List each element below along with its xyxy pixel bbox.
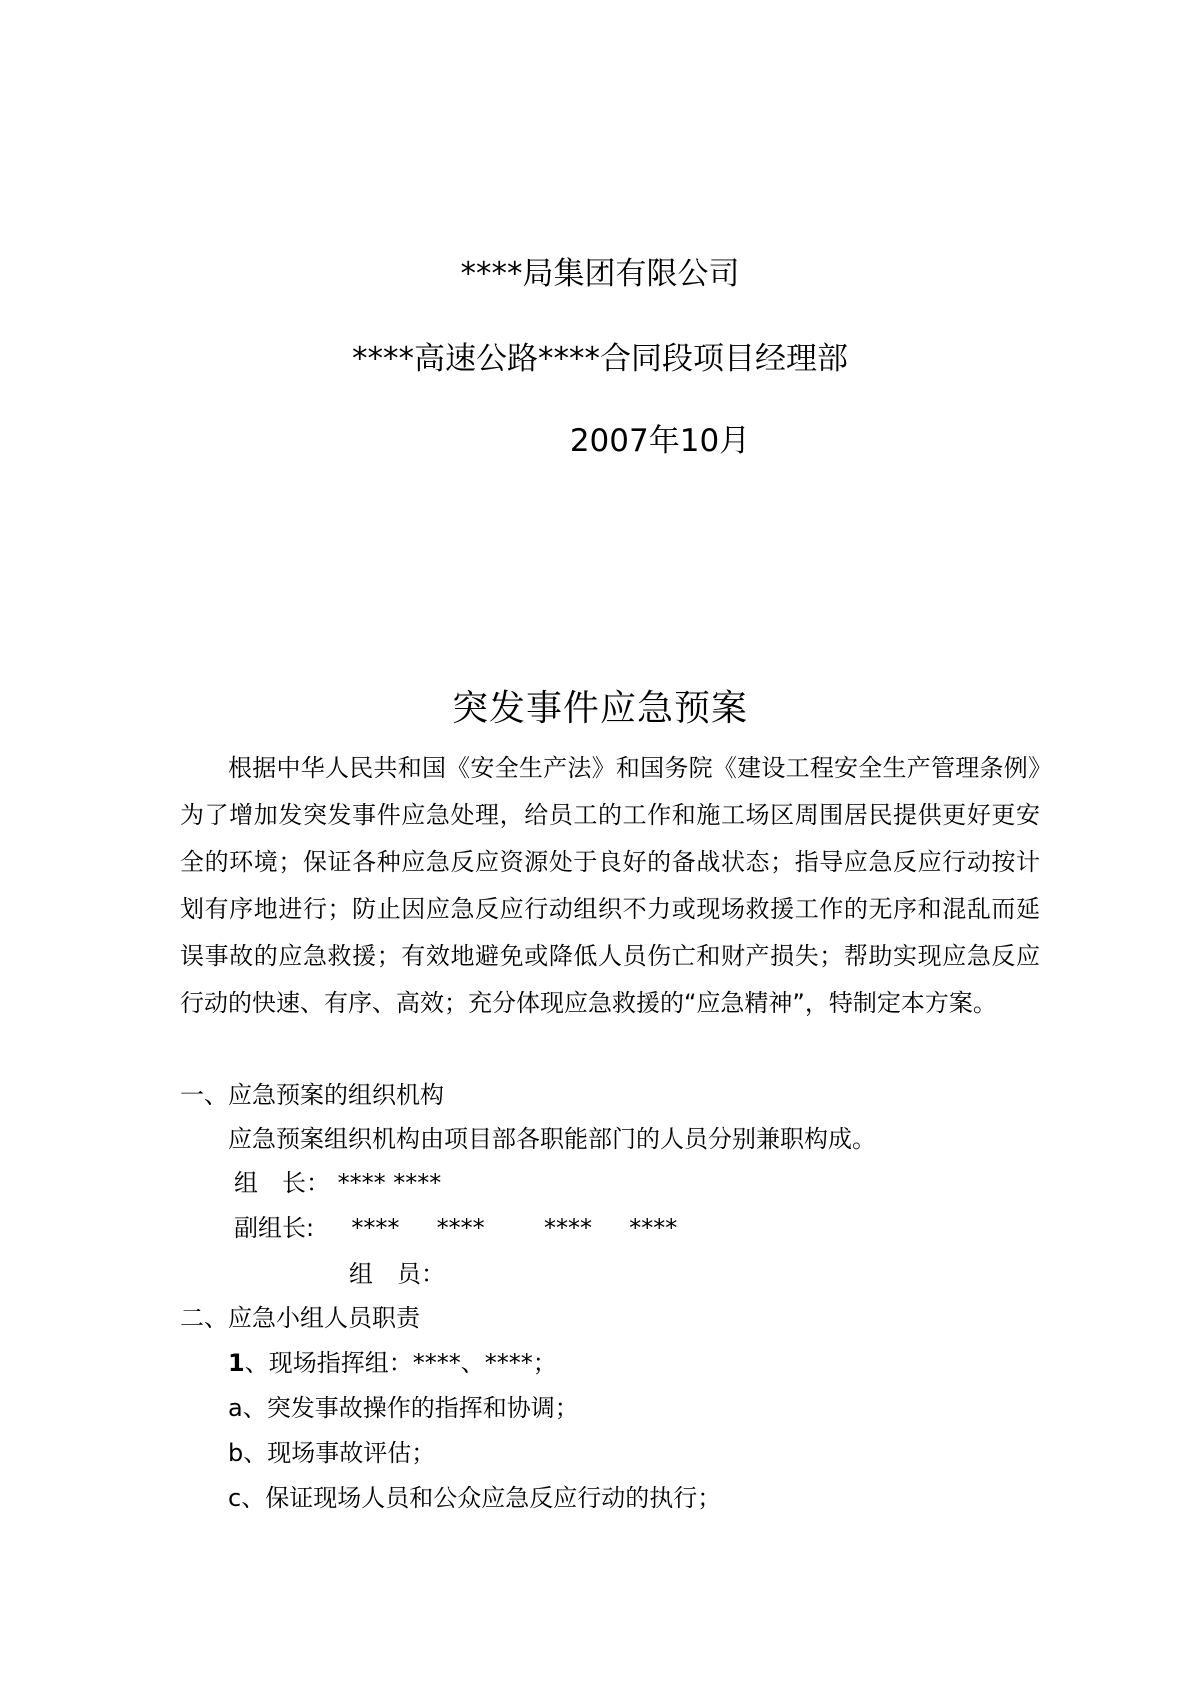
section-heading-organization: 一、应急预案的组织机构: [180, 1081, 444, 1109]
members-label: 组 员：: [349, 1260, 445, 1288]
intro-paragraph: 根据中华人民共和国《安全生产法》和国务院《建设工程安全生产管理条例》为了增加发突发事件应急处理，给员工的工作和施工场区周围居民提供更好更安全的环境；保证各种应急反应资源处于良好的备战状态；指导应急反应行动按计划有序地进行；防止因应急反应行动组织不力或现场救援工作的无序和混乱而延误事故的应急救援；有效地避免或降低人员伤亡和财产损失；帮助实现应急反应行动的快速、有序、高效；充分体现应急救援的“应急精神”，特制定本方案。: [180, 754, 1040, 1017]
vice-leader-name: ****: [436, 1214, 485, 1242]
vice-leader-line: [234, 1213, 677, 1243]
group-text: 、现场指挥组：****、****；: [244, 1349, 557, 1377]
document-title: 突发事件应急预案: [451, 688, 748, 729]
duty-item-b: b、现场事故评估；: [228, 1439, 436, 1467]
vice-leader-name: ****: [351, 1214, 400, 1242]
leader-label: 组 长：: [234, 1169, 330, 1197]
document-date: 2007年10月: [569, 423, 751, 459]
duty-item-c: c、保证现场人员和公众应急反应行动的执行；: [228, 1484, 722, 1512]
group-number: 1: [228, 1349, 245, 1377]
field-command-group: [228, 1348, 557, 1378]
vice-leader-name: ****: [629, 1214, 678, 1242]
organization-description: 应急预案组织机构由项目部各职能部门的人员分别兼职构成。: [228, 1125, 876, 1153]
duty-item-a: a、突发事故操作的指挥和协调；: [228, 1394, 579, 1422]
company-name: ****局集团有限公司: [460, 256, 740, 292]
leader-line: [234, 1168, 441, 1198]
vice-leader-name: ****: [543, 1214, 592, 1242]
leader-names: **** ****: [337, 1169, 442, 1197]
vice-leader-label: 副组长:: [234, 1214, 315, 1242]
section-heading-responsibilities: 二、应急小组人员职责: [180, 1304, 420, 1332]
project-department: ****高速公路****合同段项目经理部: [352, 341, 848, 377]
